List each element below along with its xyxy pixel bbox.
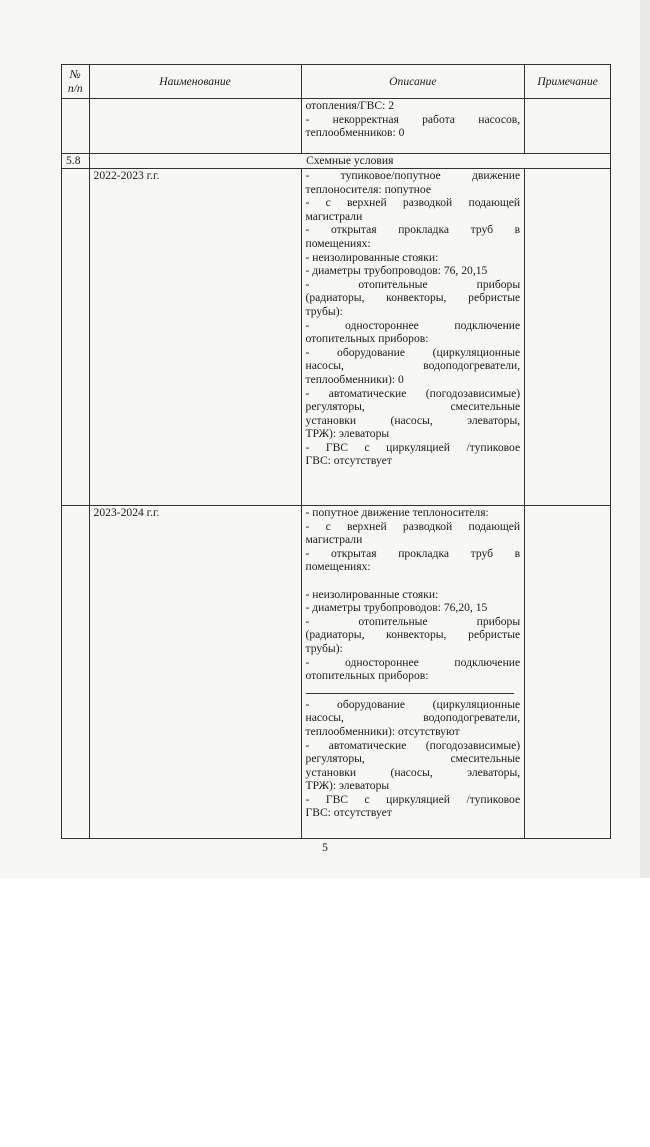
- desc-line: ТРЖ): элеваторы: [305, 427, 390, 441]
- desc-line: - отопительные приборы: [305, 614, 521, 628]
- desc-line: теплообменники): 0: [305, 372, 404, 386]
- specification-table: [61, 64, 611, 839]
- section-num: 5.8: [62, 154, 90, 169]
- cell-num: [62, 99, 90, 154]
- table-row-2022: [62, 169, 611, 506]
- desc-line: помещениях:: [305, 560, 371, 574]
- desc-line: - автоматические (погодозависимые): [305, 386, 521, 400]
- cell-note: [525, 169, 611, 506]
- desc-line: (радиаторы, конвекторы, ребристые: [305, 628, 521, 642]
- desc-line: насосы, водоподогреватели,: [305, 711, 521, 725]
- desc-line: - с верхней разводкой подающей: [305, 196, 521, 210]
- section-row: [62, 154, 611, 169]
- cell-year: 2023-2024 г.г.: [89, 506, 301, 839]
- header-name: Наименование: [89, 65, 301, 99]
- desc-line: - оборудование (циркуляционные: [305, 345, 521, 359]
- desc-line: - тупиковое/попутное движение: [305, 169, 521, 182]
- cell-name: [89, 99, 301, 154]
- cell-num: [62, 506, 90, 839]
- table-row-continued: [62, 99, 611, 154]
- cell-desc: [301, 506, 525, 839]
- header-desc: Описание: [301, 65, 525, 99]
- scan-edge-shadow: [640, 0, 650, 878]
- desc-line: установки (насосы, элеваторы,: [305, 765, 521, 779]
- desc-line: - неизолированные стояки:: [305, 250, 439, 264]
- desc-line: магистрали: [305, 533, 363, 547]
- desc-line: регуляторы, смесительные: [305, 400, 521, 414]
- desc-line: - открытая прокладка труб в: [305, 546, 521, 560]
- desc-line: трубы):: [305, 641, 343, 655]
- desc-line: - автоматические (погодозависимые): [305, 738, 521, 752]
- underline-rule: [306, 683, 515, 694]
- blank-line: [306, 574, 521, 588]
- desc-line: - ГВС с циркуляцией /тупиковое: [305, 440, 521, 454]
- desc-line: теплоносителя: попутное: [305, 182, 431, 196]
- desc-line: помещениях:: [305, 236, 371, 250]
- desc-line: установки (насосы, элеваторы,: [305, 413, 521, 427]
- desc-line: - попутное движение теплоносителя:: [305, 506, 489, 519]
- desc-line: (радиаторы, конвекторы, ребристые: [305, 291, 521, 305]
- desc-line: магистрали: [305, 209, 363, 223]
- cell-note: [525, 99, 611, 154]
- desc-line: - ГВС с циркуляцией /тупиковое: [305, 792, 521, 806]
- desc-line: - открытая прокладка труб в: [305, 223, 521, 237]
- table-row-2023: [62, 506, 611, 839]
- desc-line: - диаметры трубопроводов: 76,20, 15: [305, 601, 488, 615]
- desc-line: насосы, водоподогреватели,: [305, 359, 521, 373]
- desc-line: - некорректная работа насосов,: [305, 112, 521, 126]
- header-num: № п/п: [62, 65, 90, 99]
- desc-line: отопительных приборов:: [305, 332, 429, 346]
- header-note: Примечание: [525, 65, 611, 99]
- desc-line: - отопительные приборы: [305, 277, 521, 291]
- desc-line: ГВС: отсутствует: [305, 806, 392, 820]
- desc-line: ТРЖ): элеваторы: [305, 779, 390, 793]
- desc-line: отопительных приборов:: [305, 669, 429, 683]
- desc-line: теплообменников: 0: [305, 126, 405, 140]
- desc-line: трубы):: [305, 304, 343, 318]
- cell-desc: [301, 169, 525, 506]
- cell-year: 2022-2023 г.г.: [89, 169, 301, 506]
- desc-line: ГВС: отсутствует: [305, 454, 392, 468]
- table-header-row: [62, 65, 611, 99]
- desc-line: - с верхней разводкой подающей: [305, 519, 521, 533]
- cell-note: [525, 506, 611, 839]
- desc-line: регуляторы, смесительные: [305, 752, 521, 766]
- desc-line: - оборудование (циркуляционные: [305, 697, 521, 711]
- cell-num: [62, 169, 90, 506]
- desc-line: - диаметры трубопроводов: 76, 20,15: [305, 264, 488, 278]
- desc-line: - одностороннее подключение: [305, 655, 521, 669]
- section-title: Схемные условия: [89, 154, 610, 169]
- cell-desc: [301, 99, 525, 154]
- page-number: 5: [322, 842, 328, 854]
- desc-line: отопления/ГВС: 2: [305, 99, 395, 112]
- desc-line: - неизолированные стояки:: [305, 587, 439, 601]
- desc-line: теплообменники): отсутствуют: [305, 724, 460, 738]
- desc-line: - одностороннее подключение: [305, 318, 521, 332]
